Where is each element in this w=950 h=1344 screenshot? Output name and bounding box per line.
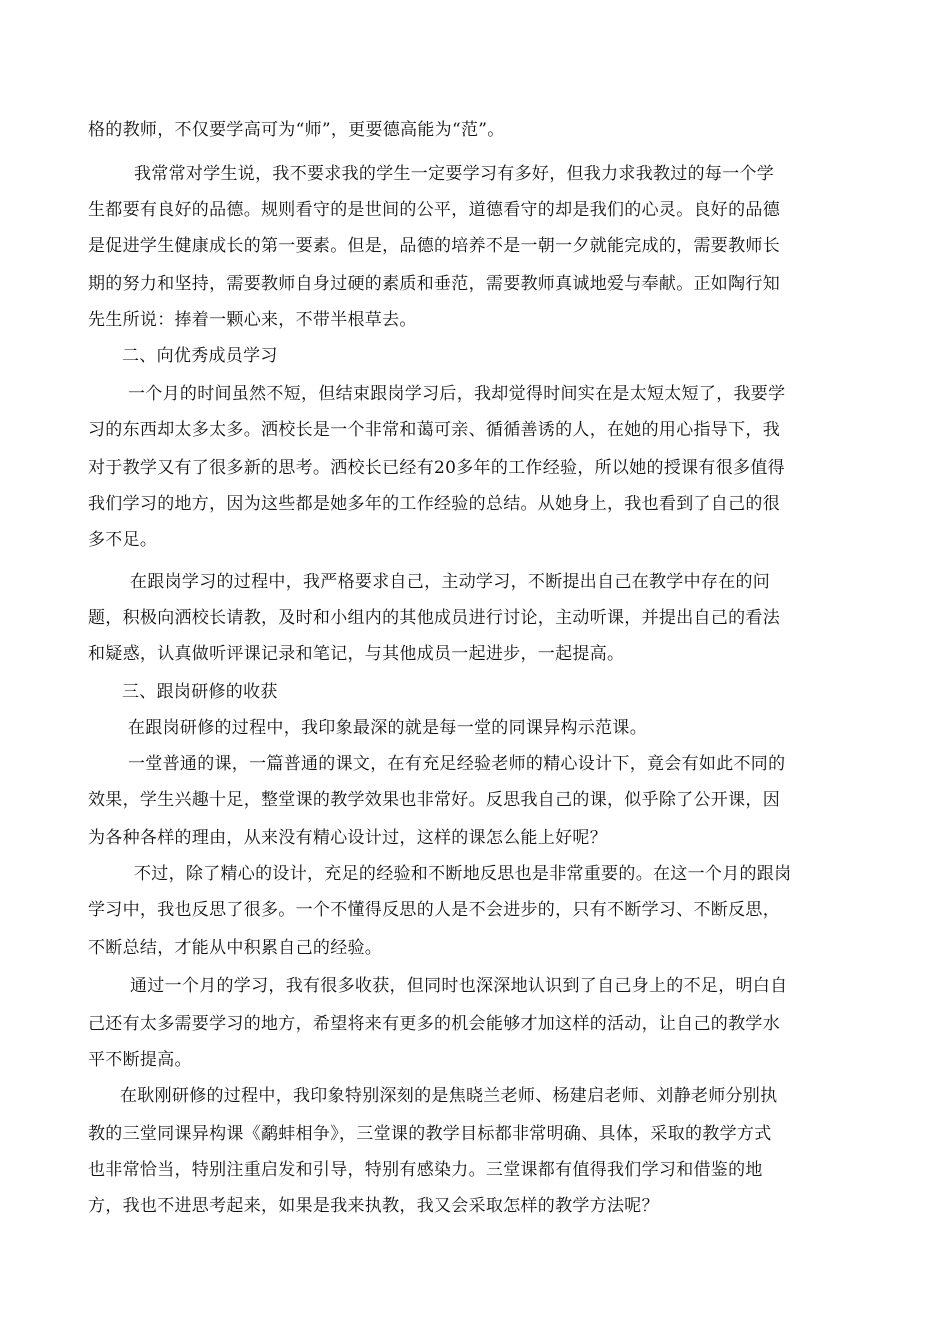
text-line: 教的三堂同课异构课《鹬蚌相争》，三堂课的教学目标都非常明确、具体，采取的教学方式 xyxy=(88,1124,772,1144)
text-line: 题，积极向洒校长请教，及时和小组内的其他成员进行讨论，主动听课，并提出自己的看法 xyxy=(88,608,780,628)
text-line: 效果，学生兴趣十足，整堂课的教学效果也非常好。反思我自己的课，似乎除了公开课，因 xyxy=(88,790,780,810)
text-line: 习的东西却太多太多。洒校长是一个非常和蔼可亲、循循善诱的人，在她的用心指导下，我 xyxy=(88,420,780,440)
text-line: 对于教学又有了很多新的思考。洒校长已经有20多年的工作经验，所以她的授课有很多值得 xyxy=(88,458,785,478)
text-line: 是促进学生健康成长的第一要素。但是，品德的培养不是一朝一夕就能完成的，需要教师长 xyxy=(88,236,780,256)
text-line: 格的教师，不仅要学高可为“师”，更要德高能为“范”。 xyxy=(88,120,505,140)
text-line: 己还有太多需要学习的地方，希望将来有更多的机会能够才加这样的活动，让自己的教学水 xyxy=(88,1014,780,1034)
section-heading: 二、向优秀成员学习 xyxy=(122,346,278,366)
text-line: 和疑惑，认真做听评课记录和笔记，与其他成员一起进步，一起提高。 xyxy=(88,644,625,664)
text-line: 平不断提高。 xyxy=(88,1050,192,1070)
text-line: 为各种各样的理由，从来没有精心设计过，这样的课怎么能上好呢？ xyxy=(88,828,607,848)
text-line: 一个月的时间虽然不短，但结束跟岗学习后，我却觉得时间实在是太短太短了，我要学 xyxy=(128,384,786,404)
text-line: 方，我也不进思考起来，如果是我来执教，我又会采取怎样的教学方法呢？ xyxy=(88,1196,659,1216)
text-line: 在跟岗研修的过程中，我印象最深的就是每一堂的同课异构示范课。 xyxy=(128,718,647,738)
text-line: 生都要有良好的品德。规则看守的是世间的公平，道德看守的却是我们的心灵。良好的品德 xyxy=(88,200,780,220)
text-line: 不断总结，才能从中积累自己的经验。 xyxy=(88,938,383,958)
section-heading: 三、跟岗研修的收获 xyxy=(122,682,278,702)
text-line: 一堂普通的课，一篇普通的课文，在有充足经验老师的精心设计下，竟会有如此不同的 xyxy=(128,754,786,774)
text-line: 通过一个月的学习，我有很多收获，但同时也深深地认识到了自己身上的不足，明白自 xyxy=(130,976,788,996)
text-line: 我常常对学生说，我不要求我的学生一定要学习有多好，但我力求我教过的每一个学 xyxy=(134,164,775,184)
text-line: 期的努力和坚持，需要教师自身过硬的素质和垂范，需要教师真诚地爱与奉献。正如陶行知 xyxy=(88,274,780,294)
text-line: 在耿刚研修的过程中，我印象特别深刻的是焦晓兰老师、杨建启老师、刘静老师分别执 xyxy=(120,1086,778,1106)
text-line: 多不足。 xyxy=(88,530,158,550)
text-line: 在跟岗学习的过程中，我严格要求自己，主动学习，不断提出自己在教学中存在的问 xyxy=(130,572,771,592)
text-line: 也非常恰当，特别注重启发和引导，特别有感染力。三堂课都有值得我们学习和借鉴的地 xyxy=(88,1160,763,1180)
text-line: 我们学习的地方，因为这些都是她多年的工作经验的总结。从她身上，我也看到了自己的很 xyxy=(88,494,780,514)
text-line: 学习中，我也反思了很多。一个不懂得反思的人是不会进步的，只有不断学习、不断反思， xyxy=(88,900,780,920)
text-line: 先生所说：捧着一颗心来，不带半根草去。 xyxy=(88,310,417,330)
text-line: 不过，除了精心的设计，充足的经验和不断地反思也是非常重要的。在这一个月的跟岗 xyxy=(134,864,792,884)
